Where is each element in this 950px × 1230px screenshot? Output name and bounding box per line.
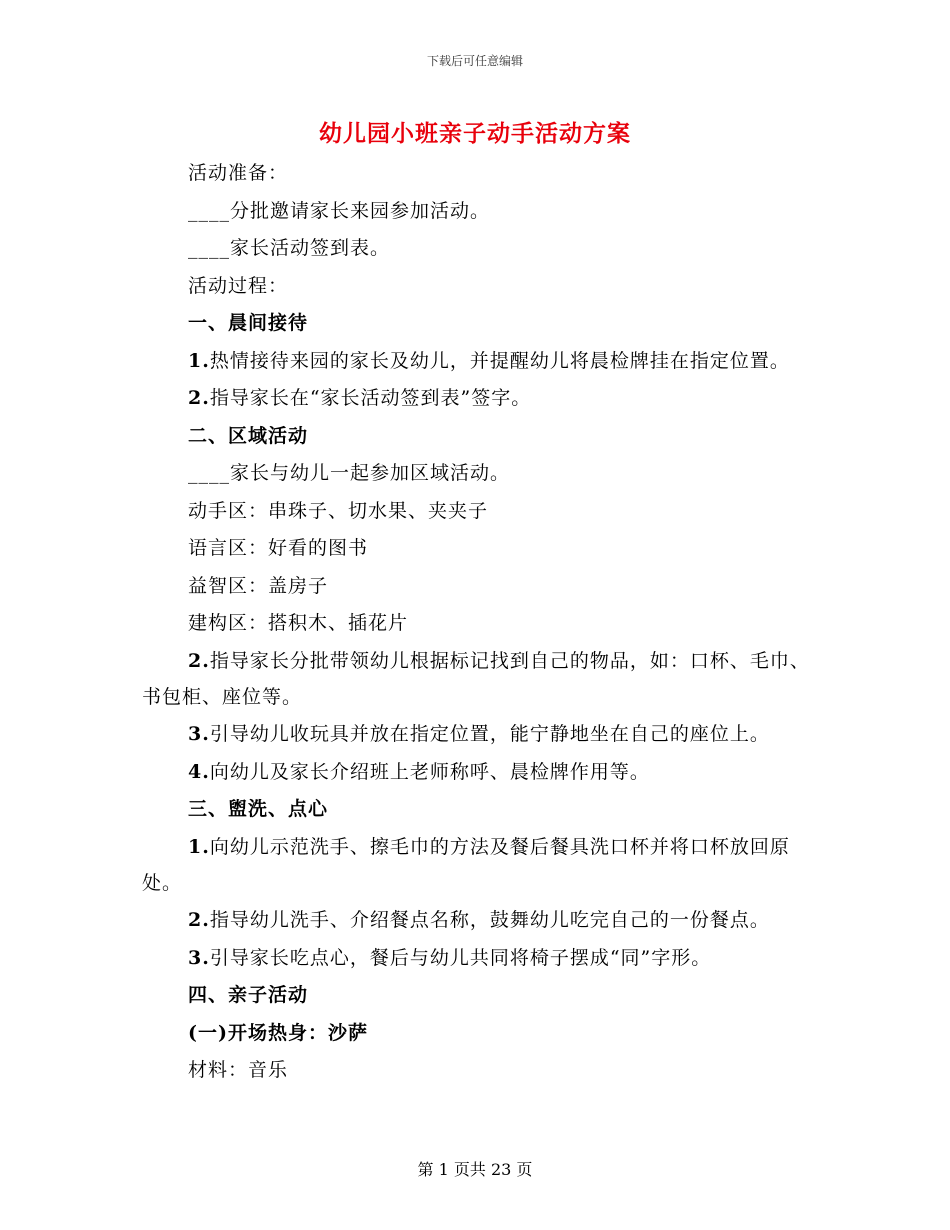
section-heading [142,977,810,1013]
paragraph-text: 引导幼儿收玩具并放在指定位置，能宁静地坐在自己的座位上。 [209,723,770,745]
section-heading [142,791,810,827]
paragraph [142,716,810,752]
section-heading [142,418,810,454]
item-number: 1. [188,835,210,858]
paragraph-text: 指导幼儿洗手、介绍餐点名称，鼓舞幼儿吃完自己的一份餐点。 [209,909,770,931]
paragraph [142,455,810,491]
paragraph-text: 四、亲子活动 [188,984,309,1006]
paragraph-text: ____家长活动签到表。 [188,237,391,259]
paragraph-text: 指导家长分批带领幼儿根据标记找到自己的物品，如：口杯、毛巾、书包柜、座位等。 [142,649,810,708]
paragraph [142,493,810,529]
paragraph-text: 语言区：好看的图书 [188,537,369,559]
paragraph [142,268,810,304]
paragraph-text: 热情接待来园的家长及幼儿，并提醒幼儿将晨检牌挂在指定位置。 [209,349,790,372]
page-footer: 第 1 页共 23 页 [417,1160,533,1179]
document-title: 幼儿园小班亲子动手活动方案 [319,120,631,147]
paragraph [142,193,810,229]
item-number: 3. [188,723,210,745]
item-number: 2. [188,387,210,409]
paragraph [142,343,810,379]
paragraph-text: 向幼儿示范洗手、擦毛巾的方法及餐后餐具洗口杯并将口杯放回原处。 [142,835,790,894]
paragraph [142,902,810,938]
paragraph-text: 指导家长在“家长活动签到表”签字。 [209,387,532,409]
paragraph-text: ____分批邀请家长来园参加活动。 [188,199,491,222]
paragraph-text: 向幼儿及家长介绍班上老师称呼、晨检牌作用等。 [209,760,650,783]
paragraph-text: 引导家长吃点心，餐后与幼儿共同将椅子摆成“同”字形。 [209,946,712,969]
section-heading [142,1015,810,1051]
section-heading [142,305,810,341]
paragraph [142,155,810,191]
paragraph-text: 材料：音乐 [188,1059,289,1081]
paragraph-text: ____家长与幼儿一起参加区域活动。 [188,462,511,484]
paragraph-text: 建构区：搭积木、插花片 [188,612,409,634]
paragraph [142,1052,810,1088]
paragraph [142,230,810,266]
page-header: 下载后可任意编辑 [426,54,523,68]
paragraph [142,754,810,790]
paragraph [142,643,810,715]
item-number: 1. [188,349,210,372]
paragraph [142,940,810,976]
item-number: 2. [188,909,210,931]
paragraph [142,568,810,604]
paragraph-text: 活动准备： [188,162,289,184]
paragraph [142,380,810,416]
paragraph-text: 活动过程： [188,274,289,297]
paragraph-text: 益智区：盖房子 [188,574,329,597]
paragraph [142,605,810,641]
item-number: 2. [188,649,210,672]
paragraph [142,829,810,901]
paragraph-text: 动手区：串珠子、切水果、夹夹子 [188,499,489,522]
paragraph-text: 二、区域活动 [188,424,309,447]
paragraph-text: 三、盥洗、点心 [188,798,329,820]
item-number: 3. [188,946,210,969]
item-number: 4. [188,760,210,783]
paragraph-text: (一)开场热身：沙萨 [188,1021,368,1044]
paragraph [142,530,810,566]
document-body [142,155,810,1090]
paragraph-text: 一、晨间接待 [188,312,309,334]
